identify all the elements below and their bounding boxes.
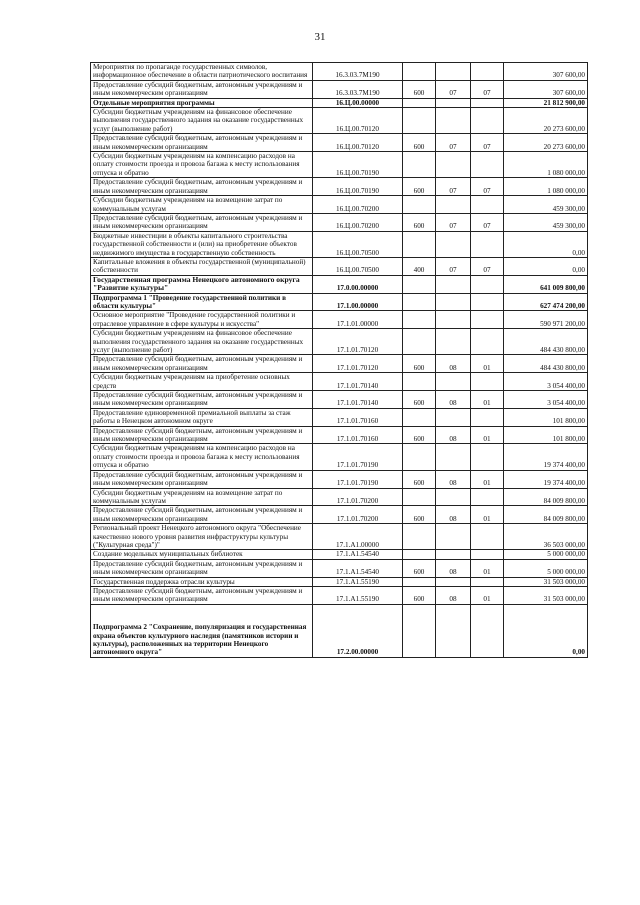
table-row <box>91 275 588 293</box>
row-amount-cell: 19 374 400,00 <box>504 470 588 488</box>
row-code-cell: 16.Ц.00.70500 <box>313 257 403 275</box>
row-amount-cell: 5 000 000,00 <box>504 550 588 559</box>
row-code-cell: 16.Ц.00.70500 <box>313 231 403 257</box>
row-amount-cell: 19 374 400,00 <box>504 444 588 470</box>
row-expense-type-cell <box>403 293 436 311</box>
row-section-cell <box>436 108 471 134</box>
row-subsection-cell <box>471 604 504 657</box>
row-name-cell: Капитальные вложения в объекты государственной (муниципальной) собственности <box>91 257 313 275</box>
row-expense-type-cell: 600 <box>403 178 436 196</box>
row-code-cell: 17.1.01.70190 <box>313 470 403 488</box>
table-row <box>91 196 588 214</box>
row-section-cell <box>436 98 471 107</box>
row-section-cell <box>436 329 471 355</box>
row-amount-cell: 101 800,00 <box>504 426 588 444</box>
row-amount-cell: 484 430 800,00 <box>504 329 588 355</box>
row-amount-cell: 31 503 000,00 <box>504 586 588 604</box>
row-name-cell: Предоставление субсидий бюджетным, автономным учреждениям и иным некоммерческим организациям <box>91 134 313 152</box>
table-row <box>91 257 588 275</box>
row-section-cell <box>436 63 471 81</box>
table-row <box>91 152 588 178</box>
table-row <box>91 444 588 470</box>
table-row <box>91 426 588 444</box>
table-row <box>91 604 588 657</box>
row-amount-cell: 31 503 000,00 <box>504 577 588 586</box>
row-subsection-cell <box>471 444 504 470</box>
row-expense-type-cell <box>403 524 436 550</box>
row-expense-type-cell <box>403 98 436 107</box>
table-row <box>91 311 588 329</box>
row-code-cell: 16.Ц.00.70190 <box>313 178 403 196</box>
row-subsection-cell <box>471 577 504 586</box>
row-expense-type-cell: 600 <box>403 213 436 231</box>
row-section-cell <box>436 524 471 550</box>
row-expense-type-cell <box>403 196 436 214</box>
row-code-cell: 17.1.01.70140 <box>313 391 403 409</box>
row-subsection-cell <box>471 231 504 257</box>
row-expense-type-cell <box>403 373 436 391</box>
table-row <box>91 108 588 134</box>
row-code-cell: 16.Ц.00.70120 <box>313 108 403 134</box>
row-amount-cell: 627 474 200,00 <box>504 293 588 311</box>
row-subsection-cell: 07 <box>471 178 504 196</box>
row-subsection-cell: 01 <box>471 426 504 444</box>
row-expense-type-cell: 600 <box>403 586 436 604</box>
row-amount-cell: 20 273 600,00 <box>504 134 588 152</box>
row-name-cell: Субсидии бюджетным учреждениям на возмещение затрат по коммунальным услугам <box>91 196 313 214</box>
row-code-cell: 16.Ц.00.70190 <box>313 152 403 178</box>
row-code-cell: 17.1.01.70160 <box>313 408 403 426</box>
row-name-cell: Субсидии бюджетным учреждениям на возмещение затрат по коммунальным услугам <box>91 488 313 506</box>
table-row <box>91 98 588 107</box>
table-row <box>91 506 588 524</box>
row-subsection-cell: 07 <box>471 80 504 98</box>
row-section-cell: 07 <box>436 257 471 275</box>
row-code-cell: 16.Ц.00.70200 <box>313 213 403 231</box>
row-section-cell <box>436 488 471 506</box>
row-code-cell: 17.1.А1.54540 <box>313 559 403 577</box>
row-subsection-cell <box>471 293 504 311</box>
row-subsection-cell: 07 <box>471 257 504 275</box>
row-subsection-cell <box>471 108 504 134</box>
row-amount-cell: 590 971 200,00 <box>504 311 588 329</box>
table-row <box>91 391 588 409</box>
table-row <box>91 293 588 311</box>
row-subsection-cell <box>471 373 504 391</box>
row-expense-type-cell: 600 <box>403 391 436 409</box>
row-name-cell: Государственная программа Ненецкого автономного округа "Развитие культуры" <box>91 275 313 293</box>
row-expense-type-cell: 600 <box>403 134 436 152</box>
row-name-cell: Бюджетные инвестиции в объекты капитального строительства государственной собственности и (или) на приобретение объектов недвижимого имущества в государственную собственность <box>91 231 313 257</box>
row-amount-cell: 1 080 000,00 <box>504 152 588 178</box>
row-code-cell: 17.1.01.00000 <box>313 311 403 329</box>
row-expense-type-cell <box>403 329 436 355</box>
row-subsection-cell <box>471 196 504 214</box>
table-row <box>91 213 588 231</box>
row-name-cell: Субсидии бюджетным учреждениям на компенсацию расходов на оплату стоимости проезда и провоза багажа к месту использования отпуска и обратно <box>91 152 313 178</box>
row-amount-cell: 0,00 <box>504 257 588 275</box>
row-subsection-cell <box>471 524 504 550</box>
row-section-cell <box>436 275 471 293</box>
row-name-cell: Предоставление субсидий бюджетным, автономным учреждениям и иным некоммерческим организациям <box>91 213 313 231</box>
page-number: 31 <box>314 31 326 43</box>
row-amount-cell: 84 009 800,00 <box>504 506 588 524</box>
row-code-cell: 17.1.01.70200 <box>313 488 403 506</box>
row-section-cell: 07 <box>436 178 471 196</box>
table-row <box>91 178 588 196</box>
table-row <box>91 231 588 257</box>
table-row <box>91 470 588 488</box>
row-code-cell: 17.1.А1.55190 <box>313 586 403 604</box>
table-row <box>91 134 588 152</box>
row-expense-type-cell <box>403 408 436 426</box>
row-expense-type-cell <box>403 275 436 293</box>
row-subsection-cell <box>471 488 504 506</box>
row-code-cell: 16.Ц.00.00000 <box>313 98 403 107</box>
row-amount-cell: 84 009 800,00 <box>504 488 588 506</box>
row-section-cell: 08 <box>436 586 471 604</box>
row-expense-type-cell: 400 <box>403 257 436 275</box>
row-subsection-cell: 01 <box>471 355 504 373</box>
row-expense-type-cell <box>403 577 436 586</box>
row-expense-type-cell: 600 <box>403 559 436 577</box>
row-amount-cell: 5 000 000,00 <box>504 559 588 577</box>
row-section-cell <box>436 550 471 559</box>
row-section-cell: 08 <box>436 506 471 524</box>
row-section-cell: 08 <box>436 426 471 444</box>
row-section-cell: 08 <box>436 355 471 373</box>
row-code-cell: 17.1.00.00000 <box>313 293 403 311</box>
table-row <box>91 586 588 604</box>
row-section-cell <box>436 152 471 178</box>
row-expense-type-cell <box>403 231 436 257</box>
row-name-cell: Предоставление субсидий бюджетным, автономным учреждениям и иным некоммерческим организациям <box>91 470 313 488</box>
row-amount-cell: 0,00 <box>504 604 588 657</box>
row-expense-type-cell: 600 <box>403 80 436 98</box>
row-expense-type-cell <box>403 550 436 559</box>
table-row <box>91 373 588 391</box>
table-row <box>91 550 588 559</box>
row-name-cell: Предоставление субсидий бюджетным, автономным учреждениям и иным некоммерческим организациям <box>91 586 313 604</box>
row-name-cell: Субсидии бюджетным учреждениям на приобретение основных средств <box>91 373 313 391</box>
row-name-cell: Предоставление субсидий бюджетным, автономным учреждениям и иным некоммерческим организациям <box>91 355 313 373</box>
row-name-cell: Основное мероприятие "Проведение государственной политики и отраслевое управление в сфере культуры и искусства" <box>91 311 313 329</box>
row-subsection-cell <box>471 550 504 559</box>
row-section-cell <box>436 196 471 214</box>
table-row <box>91 63 588 81</box>
row-section-cell: 07 <box>436 213 471 231</box>
row-section-cell <box>436 311 471 329</box>
row-amount-cell: 0,00 <box>504 231 588 257</box>
row-subsection-cell <box>471 275 504 293</box>
row-section-cell: 07 <box>436 134 471 152</box>
row-code-cell: 17.0.00.00000 <box>313 275 403 293</box>
row-subsection-cell: 01 <box>471 470 504 488</box>
row-name-cell: Подпрограмма 2 "Сохранение, популяризация и государственная охрана объектов культурного наследия (памятников истории и культуры), расположенных на территории Ненецкого автономного округа" <box>91 604 313 657</box>
budget-table <box>90 62 588 658</box>
row-name-cell: Предоставление субсидий бюджетным, автономным учреждениям и иным некоммерческим организациям <box>91 426 313 444</box>
row-expense-type-cell: 600 <box>403 355 436 373</box>
row-code-cell: 17.1.01.70160 <box>313 426 403 444</box>
row-subsection-cell: 07 <box>471 213 504 231</box>
row-subsection-cell <box>471 152 504 178</box>
row-expense-type-cell <box>403 63 436 81</box>
row-code-cell: 16.Ц.00.70200 <box>313 196 403 214</box>
row-amount-cell: 21 812 900,00 <box>504 98 588 107</box>
row-subsection-cell: 01 <box>471 506 504 524</box>
table-row <box>91 408 588 426</box>
row-expense-type-cell <box>403 604 436 657</box>
row-name-cell: Создание модельных муниципальных библиотек <box>91 550 313 559</box>
row-amount-cell: 101 800,00 <box>504 408 588 426</box>
row-name-cell: Субсидии бюджетным учреждениям на финансовое обеспечение выполнения государственного задания на оказание государственных услуг (выполнение работ) <box>91 329 313 355</box>
row-subsection-cell <box>471 329 504 355</box>
row-code-cell: 17.2.00.00000 <box>313 604 403 657</box>
row-name-cell: Предоставление субсидий бюджетным, автономным учреждениям и иным некоммерческим организациям <box>91 80 313 98</box>
row-name-cell: Предоставление единовременной премиальной выплаты за стаж работы в Ненецком автономном округе <box>91 408 313 426</box>
row-amount-cell: 3 054 400,00 <box>504 391 588 409</box>
row-name-cell: Предоставление субсидий бюджетным, автономным учреждениям и иным некоммерческим организациям <box>91 506 313 524</box>
row-name-cell: Мероприятия по пропаганде государственных символов, информационное обеспечение в области патриотического воспитания <box>91 63 313 81</box>
row-amount-cell: 307 600,00 <box>504 63 588 81</box>
row-amount-cell: 459 300,00 <box>504 213 588 231</box>
row-amount-cell: 307 600,00 <box>504 80 588 98</box>
row-code-cell: 17.1.01.70120 <box>313 355 403 373</box>
row-amount-cell: 459 300,00 <box>504 196 588 214</box>
row-name-cell: Субсидии бюджетным учреждениям на финансовое обеспечение выполнения государственного задания на оказание государственных услуг (выполнение работ) <box>91 108 313 134</box>
row-section-cell <box>436 444 471 470</box>
row-amount-cell: 20 273 600,00 <box>504 108 588 134</box>
row-section-cell: 08 <box>436 391 471 409</box>
row-code-cell: 17.1.01.70120 <box>313 329 403 355</box>
row-expense-type-cell: 600 <box>403 426 436 444</box>
row-subsection-cell <box>471 311 504 329</box>
table-row <box>91 559 588 577</box>
row-subsection-cell <box>471 408 504 426</box>
row-code-cell: 17.1.01.70190 <box>313 444 403 470</box>
table-row <box>91 577 588 586</box>
row-code-cell: 16.Ц.00.70120 <box>313 134 403 152</box>
row-name-cell: Предоставление субсидий бюджетным, автономным учреждениям и иным некоммерческим организациям <box>91 559 313 577</box>
row-section-cell <box>436 293 471 311</box>
row-section-cell: 08 <box>436 559 471 577</box>
row-code-cell: 17.1.А1.54540 <box>313 550 403 559</box>
row-section-cell: 07 <box>436 80 471 98</box>
row-name-cell: Подпрограмма 1 "Проведение государственной политики в области культуры" <box>91 293 313 311</box>
table-row <box>91 329 588 355</box>
budget-table-body <box>91 63 588 658</box>
row-name-cell: Субсидии бюджетным учреждениям на компенсацию расходов на оплату стоимости проезда и провоза багажа к месту использования отпуска и обратно <box>91 444 313 470</box>
row-amount-cell: 641 009 800,00 <box>504 275 588 293</box>
row-name-cell: Предоставление субсидий бюджетным, автономным учреждениям и иным некоммерческим организациям <box>91 391 313 409</box>
table-row <box>91 80 588 98</box>
row-section-cell <box>436 577 471 586</box>
row-expense-type-cell <box>403 108 436 134</box>
row-expense-type-cell: 600 <box>403 506 436 524</box>
row-name-cell: Предоставление субсидий бюджетным, автономным учреждениям и иным некоммерческим организациям <box>91 178 313 196</box>
row-expense-type-cell <box>403 152 436 178</box>
row-expense-type-cell <box>403 311 436 329</box>
row-section-cell: 08 <box>436 470 471 488</box>
row-amount-cell: 484 430 800,00 <box>504 355 588 373</box>
row-amount-cell: 1 080 000,00 <box>504 178 588 196</box>
row-section-cell <box>436 408 471 426</box>
row-amount-cell: 36 503 000,00 <box>504 524 588 550</box>
row-name-cell: Государственная поддержка отрасли культуры <box>91 577 313 586</box>
row-subsection-cell <box>471 63 504 81</box>
row-code-cell: 17.1.01.70140 <box>313 373 403 391</box>
row-expense-type-cell <box>403 488 436 506</box>
row-section-cell <box>436 373 471 391</box>
row-expense-type-cell <box>403 444 436 470</box>
table-row <box>91 355 588 373</box>
table-row <box>91 524 588 550</box>
row-subsection-cell <box>471 98 504 107</box>
row-section-cell <box>436 231 471 257</box>
row-code-cell: 16.3.03.7М190 <box>313 80 403 98</box>
row-amount-cell: 3 054 400,00 <box>504 373 588 391</box>
row-subsection-cell: 01 <box>471 559 504 577</box>
row-code-cell: 17.1.А1.00000 <box>313 524 403 550</box>
row-name-cell: Региональный проект Ненецкого автономного округа "Обеспечение качественно нового уровня развития инфраструктуры культуры ("Культурная среда")" <box>91 524 313 550</box>
row-code-cell: 17.1.01.70200 <box>313 506 403 524</box>
row-section-cell <box>436 604 471 657</box>
row-name-cell: Отдельные мероприятия программы <box>91 98 313 107</box>
row-subsection-cell: 07 <box>471 134 504 152</box>
row-subsection-cell: 01 <box>471 586 504 604</box>
row-expense-type-cell: 600 <box>403 470 436 488</box>
table-row <box>91 488 588 506</box>
row-subsection-cell: 01 <box>471 391 504 409</box>
row-code-cell: 17.1.А1.55190 <box>313 577 403 586</box>
row-code-cell: 16.3.03.7М190 <box>313 63 403 81</box>
